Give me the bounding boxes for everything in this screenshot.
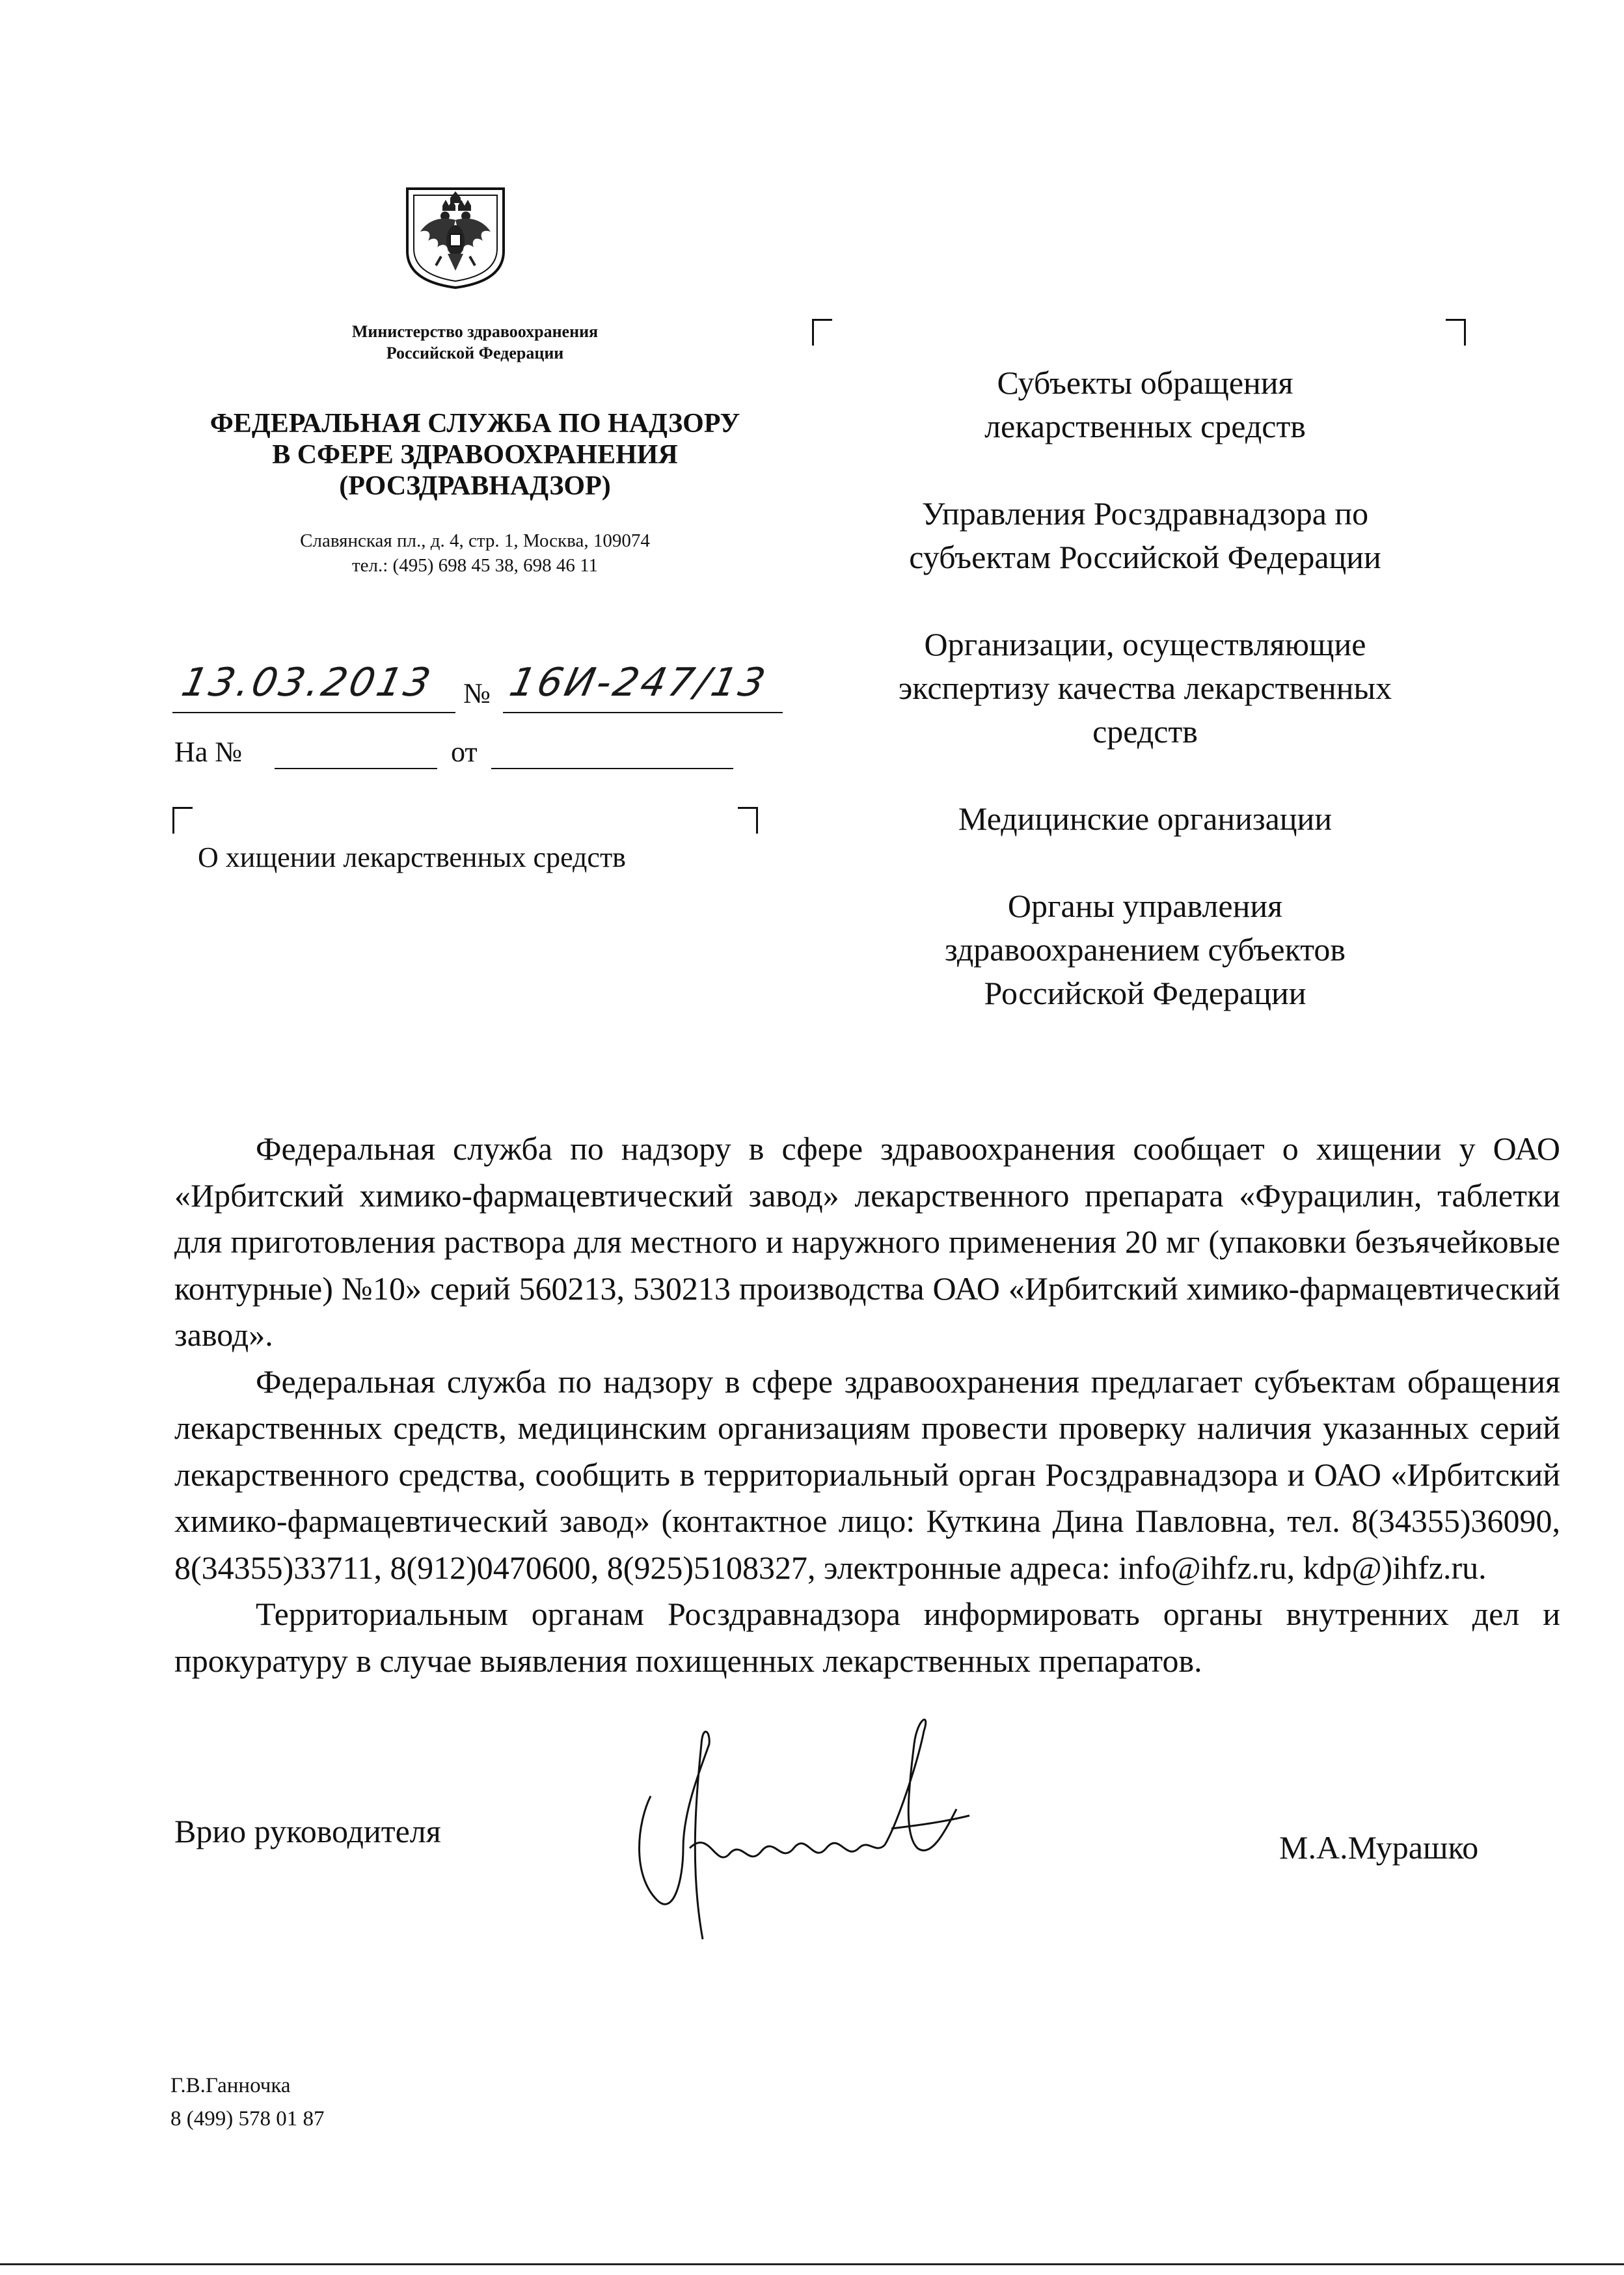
service-line-2: В СФЕРЕ ЗДРАВООХРАНЕНИЯ	[272, 440, 678, 470]
addressee-item: Органы управления здравоохранением субъектов Российской Федерации	[944, 888, 1346, 1011]
addressee-bracket-right	[1446, 319, 1466, 346]
service-line-1: ФЕДЕРАЛЬНАЯ СЛУЖБА ПО НАДЗОРУ	[210, 409, 740, 439]
registration-number-field	[503, 660, 783, 713]
reply-number-label: На №	[174, 736, 243, 768]
service-name	[150, 408, 800, 502]
executor-name: Г.В.Ганночка	[170, 2074, 291, 2097]
letter-subject: О хищении лекарственных средств	[198, 841, 626, 873]
letter-body	[174, 1126, 1560, 1684]
addressee-item: Организации, осуществляющие экспертизу качества лекарственных средств	[898, 626, 1392, 750]
addressee-item: Управления Росздравнадзора по субъектам Российской Федерации	[909, 495, 1381, 575]
coat-of-arms-emblem	[402, 184, 509, 290]
executor-block	[170, 2069, 324, 2136]
body-paragraph-3: Территориальным органам Росздравнадзора информировать органы внутренних дел и прокуратуру в случае выявления похищенных лекарственных препаратов.	[174, 1596, 1560, 1679]
subject-bracket-left	[172, 807, 193, 834]
service-line-3: (РОСЗДРАВНАДЗОР)	[339, 471, 611, 501]
executor-phone: 8 (499) 578 01 87	[170, 2107, 325, 2131]
address-line: Славянская пл., д. 4, стр. 1, Москва, 109074	[300, 530, 650, 551]
signatory-title: Врио руководителя	[174, 1813, 441, 1849]
service-address	[215, 528, 735, 578]
number-sign: №	[463, 677, 491, 709]
registration-date: 13.03.2013	[178, 660, 437, 705]
addressee-bracket-left	[812, 319, 832, 346]
addressee-list	[833, 361, 1457, 1059]
body-paragraph-2: Федеральная служба по надзору в сфере здравоохранения предлагает субъектам обращения лекарственных средств, медицинским организациям провести проверку наличия указанных серий лекарственного средства, сообщить в территориальный орган Росздравнадзора и ОАО «Ирбитский химико-фармацевтический завод» (контактное лицо: Куткина Дина Павловна, тел. 8(34355)36090, 8(34355)33711, 8(912)0470600, 8(925)5108327, электронные адреса: info@ihfz.ru, kdp@)ihfz.ru.	[174, 1363, 1560, 1586]
ministry-name	[247, 321, 703, 364]
reply-number-line	[275, 768, 437, 769]
registration-date-field	[172, 660, 455, 713]
subject-bracket-right	[738, 807, 758, 834]
ministry-line-2: Российской Федерации	[386, 344, 564, 362]
reply-date-line	[491, 768, 733, 769]
registration-number: 16И-247/13	[506, 660, 772, 705]
handwritten-signature	[612, 1705, 976, 1946]
ministry-line-1: Министерство здравоохранения	[351, 322, 599, 341]
body-paragraph-1: Федеральная служба по надзору в сфере здравоохранения сообщает о хищении у ОАО «Ирбитский химико-фармацевтический завод» лекарственного препарата «Фурацилин, таблетки для приготовления раствора для местного и наружного применения 20 мг (упаковки безъячейковые контурные) №10» серий 560213, 530213 производства ОАО «Ирбитский химико-фармацевтический завод».	[174, 1130, 1560, 1353]
addressee-item: Медицинские организации	[958, 800, 1333, 837]
phone-line: тел.: (495) 698 45 38, 698 46 11	[351, 555, 599, 576]
reply-from-label: от	[451, 736, 478, 768]
addressee-item: Субъекты обращения лекарственных средств	[984, 364, 1306, 444]
page-bottom-rule	[0, 2263, 1624, 2265]
signatory-name: М.А.Мурашко	[1279, 1829, 1479, 1866]
